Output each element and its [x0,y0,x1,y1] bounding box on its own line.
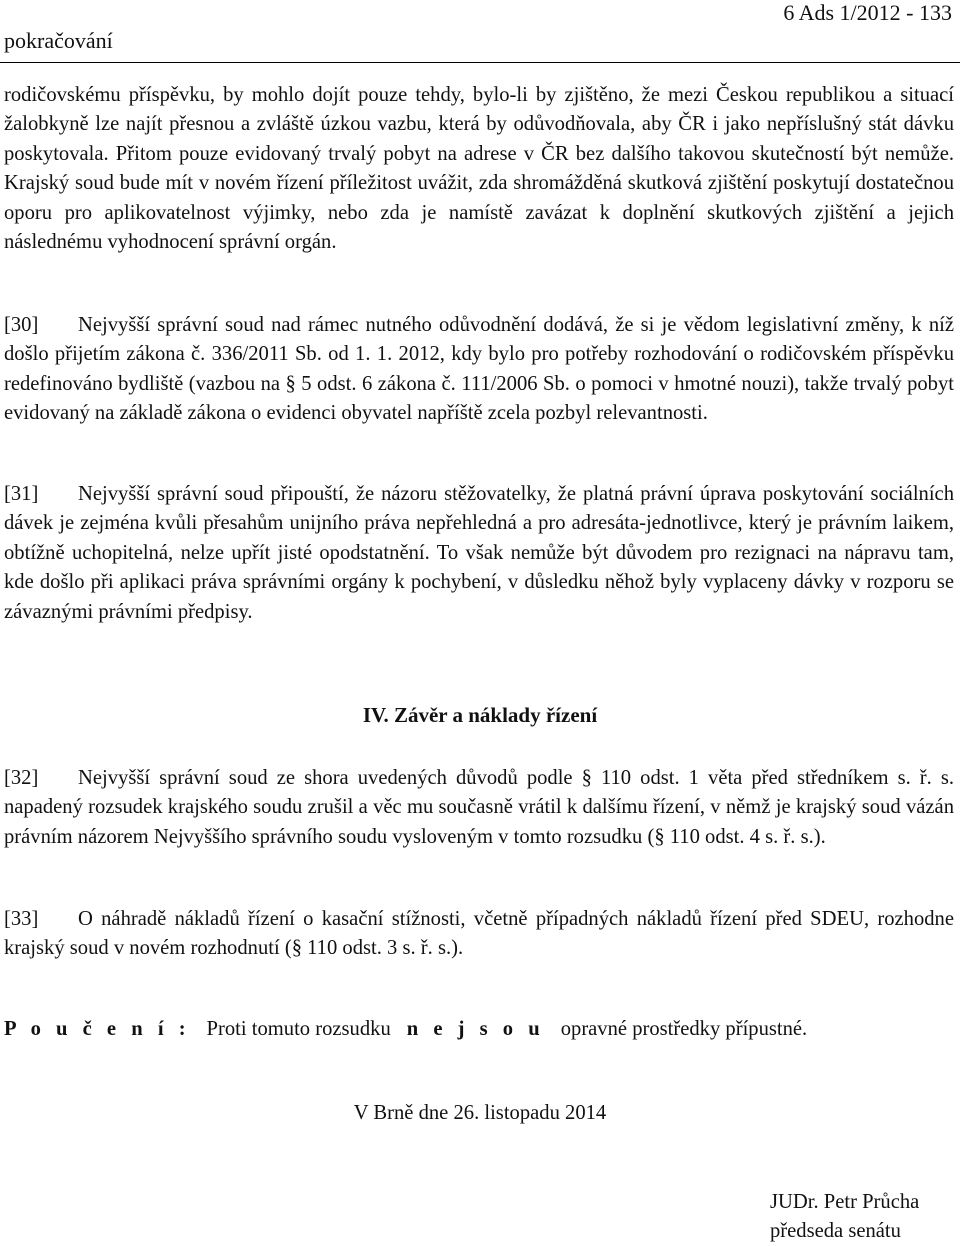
page-header [0,0,960,62]
header-divider [0,62,960,63]
notice-emphasis: n e j s o u [406,1018,545,1040]
paragraph-text: Nejvyšší správní soud ze shora uvedených důvodů podle § 110 odst. 1 věta před středníkem s. ř. s. napadený rozsudek krajského soudu zrušil a věc mu současně vrátil k dalšímu řízení, v němž je krajský soud vázán právním názorem Nejvyššího správního soudu vysloveným v tomto rozsudku (§ 110 odst. 4 s. ř. s.). [4,767,954,848]
legal-notice [4,1018,807,1041]
notice-label: P o u č e n í : [4,1018,191,1040]
case-number: 6 Ads 1/2012 - 133 [783,0,952,25]
paragraph-30 [4,311,954,429]
paragraph-text: O náhradě nákladů řízení o kasační stížnosti, včetně případných nákladů řízení před SDEU, rozhodne krajský soud v novém rozhodnutí (§ 110 odst. 3 s. ř. s.). [4,908,954,960]
signatory-name: JUDr. Petr Průcha [770,1191,920,1213]
signature-block [770,1188,919,1246]
paragraph-31 [4,480,954,627]
continuation-label: pokračování [4,28,113,53]
intro-paragraph: rodičovskému příspěvku, by mohlo dojít pouze tehdy, bylo-li by zjištěno, že mezi Českou republikou a situací žalobkyně lze najít přesnou a zvláště úzkou vazbu, která by odůvodňovala, aby ČR i jako nepříslušný stát dávku poskytovala. Přitom pouze evidovaný trvalý pobyt na adrese v ČR bez dalšího takovou skutečností být nemůže. Krajský soud bude mít v novém řízení příležitost uvážit, zda shromážděná skutková zjištění poskytují dostatečnou oporu pro aplikovatelnost výjimky, nebo zda je namístě zavázat k doplnění skutkových zjištění a jejich následnému vyhodnocení správní orgán. [4,84,954,254]
signatory-role: předseda senátu [770,1220,901,1242]
paragraph-text: Nejvyšší správní soud připouští, že názoru stěžovatelky, že platná právní úprava poskytování sociálních dávek je zejména kvůli přesahům unijního práva nepřehledná a pro adresáta-jednotlivce, který je právním laikem, obtížně uchopitelná, nelze upřít jisté opodstatnění. To však nemůže být důvodem pro rezignaci na nápravu tam, kde došlo při aplikaci práva správními orgány k pochybení, v důsledku něhož byly vyplaceny dávky v rozporu se závaznými právními předpisy. [4,483,954,623]
paragraph-number: [33] [4,908,39,930]
section-heading: IV. Závěr a náklady řízení [362,703,598,727]
notice-text: Proti tomuto rozsudku [206,1018,391,1040]
paragraph-32 [4,764,954,852]
paragraph-33 [4,905,954,964]
notice-text-end: opravné prostředky přípustné. [560,1018,808,1040]
paragraph-number: [31] [4,483,39,505]
place-and-date: V Brně dne 26. listopadu 2014 [353,1102,607,1124]
paragraph-number: [30] [4,314,39,336]
paragraph-text: Nejvyšší správní soud nad rámec nutného odůvodnění dodává, že si je vědom legislativní změny, k níž došlo přijetím zákona č. 336/2011 Sb. od 1. 1. 2012, kdy bylo pro potřeby rozhodování o rodičovském příspěvku redefinováno bydliště (vazbou na § 5 odst. 6 zákona č. 111/2006 Sb. o pomoci v hmotné nouzi), takže trvalý pobyt evidovaný na základě zákona o evidenci obyvatel napříště zcela pozbyl relevantnosti. [4,314,954,425]
paragraph-number: [32] [4,767,39,789]
